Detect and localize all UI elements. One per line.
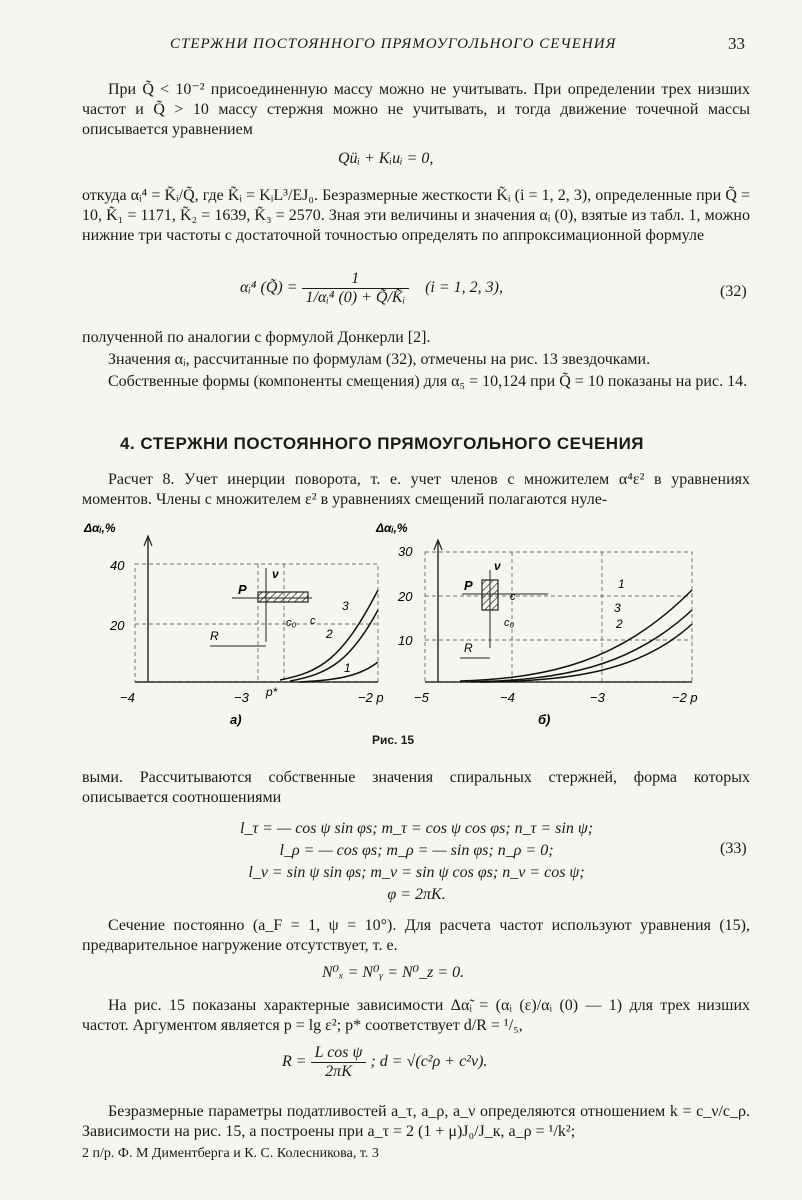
figure-15 [80,512,760,734]
equation-33 [240,818,593,906]
eq32-denominator: 1/αᵢ⁴ (0) + Q̃/K̃ᵢ [305,289,406,306]
eq32-fraction [302,270,410,307]
fig-b-label-R: R [464,641,473,655]
footnote: 2 п/р. Ф. М Диментберга и К. С. Колесникова, т. 3 [82,1146,379,1161]
equation-N: N⁰ₓ = N⁰ᵧ = N⁰_z = 0. [322,964,465,981]
fig-a-label-v: ν [272,567,279,581]
fig-a-curve-label-1: 1 [344,661,351,675]
fig-a-label-P: P [238,582,247,597]
equation-32-number: (32) [720,283,747,300]
page-number: 33 [728,34,745,53]
eqR-fraction [311,1044,367,1081]
fig-b-label-v: ν [494,559,501,573]
equation-R [282,1044,487,1081]
figure-15a [83,521,384,727]
paragraph-7: выми. Рассчитываются собственные значения спиральных стержней, форма которых описывается соотношениями [82,769,750,806]
figure-15b [375,521,698,727]
fig-b-curve-label-2: 2 [616,617,623,631]
eq32-condition: (i = 1, 2, 3), [425,279,503,297]
fig-a-curve-label-2: 2 [326,627,333,641]
eq33-line-3: l_ν = sin ψ sin φs; m_ν = sin ψ cos φs; n_ν = cos ψ; [248,864,585,881]
fig-b-label-c0: c₀ [504,617,515,629]
fig-a-pstar: p* [266,685,278,699]
fig-a-label-cv: c [310,615,316,627]
eqR-rest: ; d = √(c²ρ + c²ν). [370,1053,488,1071]
paragraph-9: На рис. 15 показаны характерные зависимости Δα̃ᵢ = (αᵢ (ε)/αᵢ (0) — 1) для трех низших частот. Аргументом является p = lg ε²; p* соответствует d/R = ¹/₅, [82,997,750,1034]
paragraph-3: полученной по аналогии с формулой Донкерли [2]. [82,329,431,346]
paragraph-2: откуда αᵢ⁴ = K̃ᵢ/Q̃, где K̃ᵢ = KᵢL³/EJ₀. Безразмерные жесткости K̃ᵢ (i = 1, 2, 3), определенные при Q̃ = 10, K̃₁ = 1171, K̃₂ = 1639, K̃₃ = 2570. Зная эти величины и значения αᵢ (0), взятые из табл. 1, можно нижние три частоты с достаточной точностью определять по аппроксимационной формуле [82,187,750,244]
fig-a-xtick-m2p: −2 p [358,690,384,705]
fig-b-xtick-m5: −5 [414,690,429,705]
eq32-numerator: 1 [302,270,410,289]
fig-a-section-rect [258,592,308,602]
running-header: СТЕРЖНИ ПОСТОЯННОГО ПРЯМОУГОЛЬНОГО СЕЧЕНИЯ [170,36,617,52]
fig-b-section-rect [482,580,498,610]
fig-b-ytick-30: 30 [398,544,413,559]
fig-b-panel-label: б) [538,712,551,727]
fig-b-label-cv: c [510,591,516,603]
fig-b-ylabel: Δαᵢ,% [376,521,408,535]
equation-33-number: (33) [720,840,747,857]
eqR-numerator: L cos ψ [311,1044,367,1063]
fig-a-label-c0: c₀ [286,617,297,629]
fig-b-xtick-m2p: −2 p [672,690,698,705]
section-heading: 4. СТЕРЖНИ ПОСТОЯННОГО ПРЯМОУГОЛЬНОГО СЕЧЕНИЯ [120,434,645,453]
fig-a-grid-frame [135,564,378,682]
fig-b-curve-label-1: 1 [618,577,625,591]
eqR-lhs: R = [282,1053,307,1071]
fig-a-xtick-m4: −4 [120,690,135,705]
fig-a-ylabel: Δαᵢ,% [84,521,116,535]
fig-a-curve-1 [300,662,378,682]
fig-a-panel-label: а) [230,712,242,727]
equation-motion: Qüᵢ + Kᵢuᵢ = 0, [338,150,434,167]
fig-a-curve-label-3: 3 [342,599,349,613]
fig-b-curve-label-3: 3 [614,601,621,615]
fig-a-ytick-40: 40 [110,558,125,573]
paragraph-5: Собственные формы (компоненты смещения) для α₅ = 10,124 при Q̃ = 10 показаны на рис. 14. [108,373,748,390]
fig-a-ytick-20: 20 [110,618,125,633]
paragraph-8: Сечение постоянно (a_F = 1, ψ = 10°). Для расчета частот используют уравнения (15), предварительное нагружение отсутствует, т. е. [82,917,750,954]
fig-b-xtick-m3: −3 [590,690,605,705]
paragraph-6: Расчет 8. Учет инерции поворота, т. е. учет членов с множителем α⁴ε² в уравнениях моментов. Члены с множителем ε² в уравнениях смещений полагаются нуле- [82,471,750,508]
fig-b-label-P: P [464,578,473,593]
fig-b-xtick-m4: −4 [500,690,515,705]
eq33-line-4: φ = 2πK. [387,886,446,903]
paragraph-1: При Q̃ < 10⁻² присоединенную массу можно не учитывать. При определении трех низших частот и Q̃ > 10 массу стержня можно не учитывать, и тогда движение точечной массы описывается уравнением [82,81,750,138]
fig-b-ytick-20: 20 [398,589,413,604]
fig-b-ytick-10: 10 [398,633,413,648]
eq32-lhs: αᵢ⁴ (Q̃) = [240,279,298,297]
fig-a-xtick-m3: −3 [234,690,249,705]
paragraph-10: Безразмерные параметры податливостей a_τ, a_ρ, a_ν определяются отношением k = c_ν/c_ρ. Зависимости на рис. 15, а построены при a_τ = 2 (1 + μ)J₀/J_к, a_ρ = ¹/k²; [82,1103,750,1140]
equation-32 [240,270,503,307]
eq33-line-1: l_τ = — cos ψ sin φs; m_τ = cos ψ cos φs; n_τ = sin ψ; [240,820,594,837]
eqR-denominator: 2πK [325,1063,352,1080]
fig-a-label-R: R [210,629,219,643]
fig-b-grid-frame [425,552,692,682]
paragraph-4: Значения αᵢ, рассчитанные по формулам (32), отмечены на рис. 13 звездочками. [108,351,651,368]
figure-caption: Рис. 15 [372,733,415,747]
eq33-line-2: l_ρ = — cos φs; m_ρ = — sin φs; n_ρ = 0; [279,842,554,859]
